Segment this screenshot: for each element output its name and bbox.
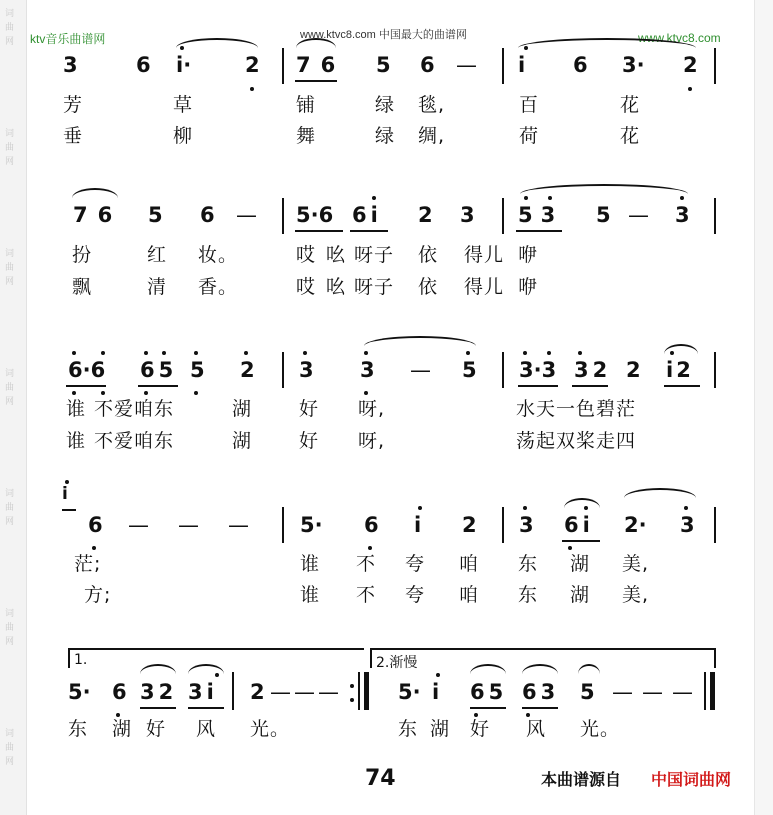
note: 3 (675, 203, 690, 227)
lyric: 湖 (112, 718, 133, 740)
octave-dot (250, 87, 254, 91)
note: i (432, 680, 440, 704)
underline (138, 385, 178, 387)
side-char: 曲 (5, 623, 15, 633)
slur (564, 498, 600, 508)
dash-note: — (294, 680, 315, 704)
note: 6 (364, 513, 379, 537)
octave-dot (578, 351, 582, 355)
lyric: 依 (418, 244, 439, 266)
repeat-dot (350, 684, 354, 688)
octave-dot (418, 506, 422, 510)
fermata (578, 664, 600, 674)
octave-dot (584, 506, 588, 510)
lyric: 夸 (405, 553, 426, 575)
note: 5· (398, 680, 421, 704)
lyric: 风 (196, 718, 217, 740)
barline (232, 672, 234, 710)
lyric: 清 (147, 276, 168, 298)
slur (188, 664, 224, 674)
barline (502, 352, 504, 388)
underline (518, 385, 558, 387)
octave-dot (65, 480, 69, 484)
lyric: 方; (84, 584, 112, 606)
right-margin-strip (754, 0, 773, 815)
lyric: 湖 (232, 398, 253, 420)
lyric: 得儿 (464, 276, 505, 298)
slur (72, 188, 118, 198)
side-char: 词 (5, 609, 15, 619)
slur (470, 664, 506, 674)
source-site: 中国词曲网 (651, 770, 732, 789)
octave-dot (548, 196, 552, 200)
lyric: 花 (620, 94, 641, 116)
barline (714, 198, 716, 234)
dash-note: — (672, 680, 693, 704)
lyric: 东 (398, 718, 419, 740)
lyric: 绿 (375, 125, 396, 147)
volta-1-hook (68, 648, 70, 668)
note: 3 (680, 513, 695, 537)
octave-dot (524, 46, 528, 50)
side-char: 网 (5, 397, 15, 407)
side-char: 网 (5, 37, 15, 47)
octave-dot (526, 713, 530, 717)
underline (295, 80, 337, 82)
side-char: 词 (5, 489, 15, 499)
side-char: 网 (5, 277, 15, 287)
final-barline (710, 672, 715, 710)
lyric: 毯, (418, 94, 446, 116)
note: 2 (626, 358, 641, 382)
note: 2 (462, 513, 477, 537)
octave-dot (72, 391, 76, 395)
underline (516, 230, 562, 232)
octave-dot (364, 351, 368, 355)
underline (470, 707, 506, 709)
lyric: 咱 (459, 584, 480, 606)
grace-underline (62, 509, 76, 511)
note: 2 (250, 680, 265, 704)
side-char: 词 (5, 9, 15, 19)
note: 2 (418, 203, 433, 227)
side-char: 曲 (5, 383, 15, 393)
barline (502, 198, 504, 234)
barline (282, 198, 284, 234)
octave-dot (568, 546, 572, 550)
lyric: 柳 (173, 125, 194, 147)
lyric: 光。 (580, 718, 621, 740)
lyric: 绸, (418, 125, 446, 147)
octave-dot (466, 351, 470, 355)
lyric: 荷 (519, 125, 540, 147)
lyric: 不 (356, 553, 377, 575)
lyric: 茫; (74, 553, 102, 575)
lyric: 东 (68, 718, 89, 740)
barline (502, 507, 504, 543)
octave-dot (372, 196, 376, 200)
note: 76 (73, 203, 123, 227)
barline (282, 507, 284, 543)
underline (295, 230, 343, 232)
side-char: 词 (5, 729, 15, 739)
lyric: 湖 (232, 430, 253, 452)
lyric: 不 (356, 584, 377, 606)
volta-2-bracket (370, 648, 716, 650)
note: 5·6 (296, 203, 334, 227)
slur (176, 38, 258, 48)
note: 3 (299, 358, 314, 382)
side-char: 曲 (5, 23, 15, 33)
barline (714, 48, 716, 84)
octave-dot (101, 391, 105, 395)
lyric: 谁 (300, 584, 321, 606)
slur (140, 664, 176, 674)
slur (624, 488, 696, 498)
note: 32 (574, 358, 612, 382)
lyric: 东 (518, 553, 539, 575)
octave-dot (474, 713, 478, 717)
note: i· (176, 53, 192, 77)
lyric: 咿 (518, 244, 539, 266)
octave-dot (101, 351, 105, 355)
underline (572, 385, 608, 387)
lyric: 湖 (570, 553, 591, 575)
side-char: 网 (5, 637, 15, 647)
dash-note: — (128, 513, 149, 537)
lyric: 扮 (72, 244, 93, 266)
side-char: 曲 (5, 143, 15, 153)
side-char: 网 (5, 517, 15, 527)
octave-dot (688, 87, 692, 91)
slur (522, 664, 558, 674)
dash-note: — (456, 53, 477, 77)
dash-note: — (642, 680, 663, 704)
grace-note: i (62, 484, 68, 504)
lyric: 香。 (198, 276, 239, 298)
lyric: 咿 (518, 276, 539, 298)
note: 5 (580, 680, 595, 704)
underline (664, 385, 700, 387)
octave-dot (116, 713, 120, 717)
lyric: 哎 (296, 276, 317, 298)
octave-dot (194, 351, 198, 355)
lyric: 好 (299, 430, 320, 452)
side-char: 曲 (5, 503, 15, 513)
side-char: 网 (5, 757, 15, 767)
note: i (414, 513, 422, 537)
note: 2 (245, 53, 260, 77)
note: 6 (573, 53, 588, 77)
side-char: 词 (5, 249, 15, 259)
octave-dot (215, 673, 219, 677)
note: 6i (352, 203, 382, 227)
octave-dot (523, 506, 527, 510)
note: 5· (300, 513, 323, 537)
lyric: 得儿 (464, 244, 505, 266)
lyric: 水天一色碧茫 (516, 398, 637, 420)
octave-dot (180, 46, 184, 50)
lyric: 谁 (66, 398, 87, 420)
dash-note: — (228, 513, 249, 537)
note: 3 (519, 513, 534, 537)
lyric: 绿 (375, 94, 396, 116)
slur (364, 336, 476, 346)
lyric: 呀子 (354, 244, 395, 266)
barline (358, 672, 360, 710)
lyric: 哎 (296, 244, 317, 266)
repeat-barline (364, 672, 369, 710)
octave-dot (194, 391, 198, 395)
lyric: 芳 (63, 94, 84, 116)
lyric: 谁 (300, 553, 321, 575)
lyric: 铺 (296, 94, 317, 116)
repeat-dot (350, 698, 354, 702)
note: 53 (518, 203, 564, 227)
note: 6·6 (68, 358, 106, 382)
side-char: 曲 (5, 743, 15, 753)
lyric: 不爱咱东 (94, 430, 175, 452)
note: 65 (470, 680, 508, 704)
lyric: 光。 (250, 718, 291, 740)
underline (562, 540, 600, 542)
note: 5 (596, 203, 611, 227)
note: 5 (148, 203, 163, 227)
volta-2-end (714, 648, 716, 668)
note: 76 (296, 53, 346, 77)
watermark-center: www.ktvc8.com 中国最大的曲谱网 (300, 29, 467, 41)
lyric: 好 (470, 718, 491, 740)
octave-dot (144, 351, 148, 355)
note: 5 (376, 53, 391, 77)
underline (350, 230, 388, 232)
note: 2 (683, 53, 698, 77)
note: 2· (624, 513, 647, 537)
dash-note: — (236, 203, 257, 227)
note: 3i (188, 680, 218, 704)
note: 5· (68, 680, 91, 704)
octave-dot (547, 351, 551, 355)
lyric: 飘 (72, 276, 93, 298)
lyric: 东 (518, 584, 539, 606)
lyric: 风 (526, 718, 547, 740)
lyric: 垂 (63, 125, 84, 147)
dash-note: — (410, 358, 431, 382)
octave-dot (244, 351, 248, 355)
source-label: 本曲谱源自 (541, 770, 622, 789)
note: 3 (460, 203, 475, 227)
note: 3·3 (519, 358, 557, 382)
side-char: 网 (5, 157, 15, 167)
note: 2 (240, 358, 255, 382)
note: 6i (564, 513, 594, 537)
side-char: 词 (5, 369, 15, 379)
note: i2 (666, 358, 694, 382)
underline (140, 707, 176, 709)
octave-dot (680, 196, 684, 200)
note: 6 (420, 53, 435, 77)
note: 32 (140, 680, 178, 704)
lyric: 夸 (405, 584, 426, 606)
volta-2-label: 2.渐慢 (376, 655, 418, 671)
octave-dot (436, 673, 440, 677)
note: 3 (63, 53, 78, 77)
octave-dot (92, 546, 96, 550)
note: 3 (360, 358, 375, 382)
watermark-left: ktv音乐曲谱网 (30, 32, 106, 46)
note: 6 (88, 513, 103, 537)
note: 6 (112, 680, 127, 704)
lyric: 美, (622, 553, 650, 575)
lyric: 依 (418, 276, 439, 298)
lyric: 红 (147, 244, 168, 266)
octave-dot (524, 196, 528, 200)
volta-1-label: 1. (74, 652, 88, 668)
dash-note: — (270, 680, 291, 704)
lyric: 草 (173, 94, 194, 116)
lyric: 谁 (66, 430, 87, 452)
octave-dot (162, 351, 166, 355)
lyric: 咱 (459, 553, 480, 575)
underline (188, 707, 224, 709)
barline (714, 507, 716, 543)
lyric: 荡起双桨走四 (516, 430, 637, 452)
barline (714, 352, 716, 388)
note: 5 (190, 358, 205, 382)
dash-note: — (318, 680, 339, 704)
lyric: 湖 (430, 718, 451, 740)
lyric: 呀, (358, 430, 386, 452)
page-number: 74 (365, 766, 396, 791)
note: 65 (140, 358, 178, 382)
slur (520, 184, 688, 194)
volta-2-hook (370, 648, 372, 668)
lyric: 舞 (296, 125, 317, 147)
octave-dot (670, 351, 674, 355)
underline (66, 385, 106, 387)
octave-dot (144, 391, 148, 395)
lyric: 好 (299, 398, 320, 420)
volta-1-bracket (68, 648, 364, 650)
octave-dot (684, 506, 688, 510)
barline (704, 672, 706, 710)
lyric: 呀, (358, 398, 386, 420)
underline (522, 707, 558, 709)
dash-note: — (612, 680, 633, 704)
octave-dot (303, 351, 307, 355)
lyric: 美, (622, 584, 650, 606)
left-margin-strip (0, 0, 27, 815)
octave-dot (368, 546, 372, 550)
barline (502, 48, 504, 84)
octave-dot (523, 351, 527, 355)
lyric: 百 (519, 94, 540, 116)
barline (282, 352, 284, 388)
octave-dot (72, 351, 76, 355)
note: 6 (136, 53, 151, 77)
lyric: 妆。 (198, 244, 239, 266)
note: 5 (462, 358, 477, 382)
lyric: 湖 (570, 584, 591, 606)
lyric: 不爱咱东 (94, 398, 175, 420)
note: 63 (522, 680, 560, 704)
lyric: 吆 (326, 244, 347, 266)
side-char: 词 (5, 129, 15, 139)
note: 6 (200, 203, 215, 227)
lyric: 呀子 (354, 276, 395, 298)
dash-note: — (178, 513, 199, 537)
barline (282, 48, 284, 84)
lyric: 吆 (326, 276, 347, 298)
note: i (518, 53, 526, 77)
dash-note: — (628, 203, 649, 227)
lyric: 好 (146, 718, 167, 740)
octave-dot (364, 391, 368, 395)
note: 3· (622, 53, 645, 77)
lyric: 花 (620, 125, 641, 147)
side-char: 曲 (5, 263, 15, 273)
watermark-right: www.ktvc8.com (638, 31, 721, 45)
